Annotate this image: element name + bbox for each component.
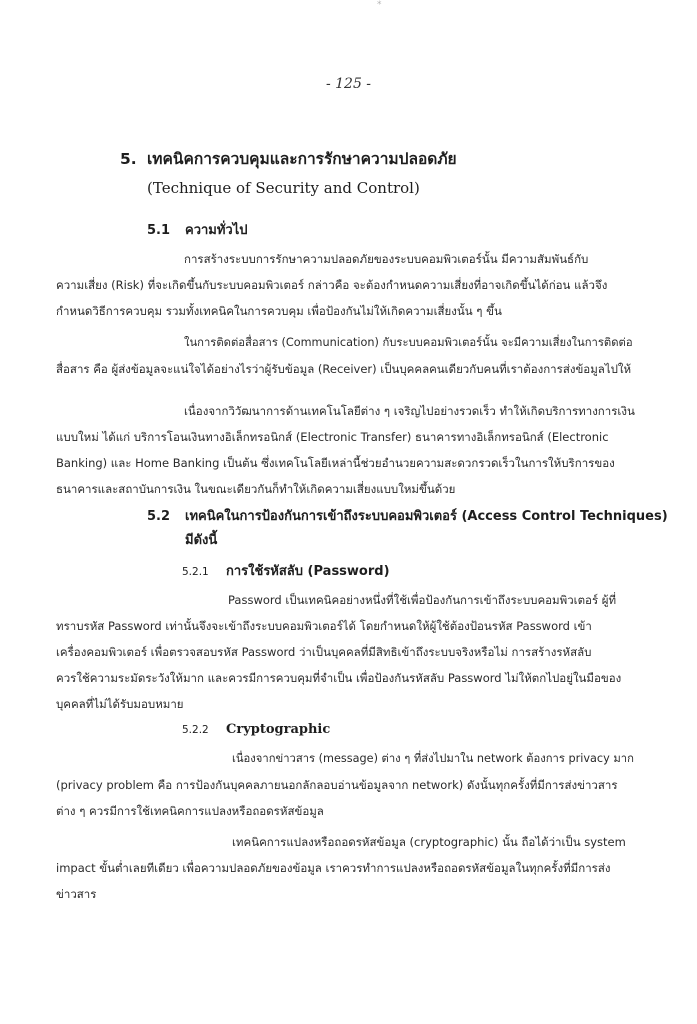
section-5-1-paragraph-1 — [56, 246, 640, 324]
section-5-2-2-number: 5.2.2 — [182, 724, 209, 736]
paragraph-line: แบบใหม่ ได้แก่ บริการโอนเงินทางอิเล็กทรอนิกส์ (Electronic Transfer) ธนาคารทางอิเล็กทรอนิกส์ (Electronic — [56, 430, 609, 444]
paragraph-line: ทราบรหัส Password เท่านั้นจึงจะเข้าถึงระบบคอมพิวเตอร์ได้ โดยกำหนดให้ผู้ใช้ต้องป้อนรหัส Password เข้า — [56, 619, 592, 633]
paragraph-line: กำหนดวิธีการควบคุม รวมทั้งเทคนิคในการควบคุม เพื่อป้องกันไม่ให้เกิดความเสี่ยงนั้น ๆ ขึ้น — [56, 304, 502, 318]
paragraph-line: ในการติดต่อสื่อสาร (Communication) กับระบบคอมพิวเตอร์นั้น จะมีความเสี่ยงในการติดต่อ — [184, 336, 633, 349]
section-5-title: เทคนิคการควบคุมและการรักษาความปลอดภัย — [147, 150, 457, 168]
scan-speck: * — [377, 0, 382, 10]
section-5-2-2-paragraph-1 — [56, 746, 640, 824]
paragraph-line: เนื่องจากข่าวสาร (message) ต่าง ๆ ที่ส่งไปมาใน network ต้องการ privacy มาก — [232, 752, 634, 765]
section-5-2-1-paragraph — [56, 587, 640, 717]
section-5-2-1-heading — [182, 560, 390, 584]
section-5-1-heading — [147, 219, 248, 243]
paragraph-line: ต่าง ๆ ควรมีการใช้เทคนิคการแปลงหรือถอดรหัสข้อมูล — [56, 804, 324, 818]
paragraph-line: สื่อสาร คือ ผู้ส่งข้อมูลจะแน่ใจได้อย่างไรว่าผู้รับข้อมูล (Receiver) เป็นบุคคลคนเดียวกับคนที่เราต้องการส่งข้อมูลไปให้ — [56, 362, 632, 376]
section-5-2-1-title: การใช้รหัสลับ (Password) — [226, 564, 390, 579]
paragraph-line: บุคคลที่ไม่ได้รับมอบหมาย — [56, 697, 184, 711]
paragraph-line: เทคนิคการแปลงหรือถอดรหัสข้อมูล (cryptographic) นั้น ถือได้ว่าเป็น system — [232, 835, 626, 849]
section-5-1-paragraph-3 — [56, 398, 640, 502]
section-5-2-heading — [147, 505, 668, 529]
section-5-2-title-continued: มีดังนี้ — [185, 533, 218, 548]
section-5-2-number: 5.2 — [147, 509, 171, 524]
section-5-1-title: ความทั่วไป — [185, 223, 248, 238]
section-5-heading — [120, 146, 457, 172]
section-5-2-2-paragraph-2 — [56, 829, 640, 907]
section-5-number: 5. — [120, 150, 137, 168]
paragraph-line: (privacy problem คือ การป้องกันบุคคลภายนอกลักลอบอ่านข้อมูลจาก network) ดังนั้นทุกครั้งที่มีการส่งข่าวสาร — [56, 778, 618, 792]
section-5-2-title: เทคนิคในการป้องกันการเข้าถึงระบบคอมพิวเตอร์ (Access Control Techniques) — [185, 509, 668, 524]
paragraph-line: ธนาคารและสถาบันการเงิน ในขณะเดียวกันก็ทำให้เกิดความเสี่ยงแบบใหม่ขึ้นด้วย — [56, 482, 456, 496]
section-5-1-number: 5.1 — [147, 223, 171, 238]
paragraph-line: impact ขั้นต่ำเลยทีเดียว เพื่อความปลอดภัยของข้อมูล เราควรทำการแปลงหรือถอดรหัสข้อมูลในทุกครั้งที่มีการส่ง — [56, 861, 611, 875]
paragraph-line: เนื่องจากวิวัฒนาการด้านเทคโนโลยีต่าง ๆ เจริญไปอย่างรวดเร็ว ทำให้เกิดบริการทางการเงิน — [184, 404, 635, 418]
paragraph-line: เครื่องคอมพิวเตอร์ เพื่อตรวจสอบรหัส Password ว่าเป็นบุคคลที่มีสิทธิเข้าถึงระบบจริงหรือไม่ การสร้างรหัสลับ — [56, 645, 592, 659]
paragraph-line: Password เป็นเทคนิคอย่างหนึ่งที่ใช้เพื่อป้องกันการเข้าถึงระบบคอมพิวเตอร์ ผู้ที่ — [228, 593, 617, 607]
section-5-2-2-title: Cryptographic — [226, 722, 331, 737]
page-number: - 125 - — [325, 76, 372, 92]
paragraph-line: ข่าวสาร — [56, 887, 97, 901]
paragraph-line: การสร้างระบบการรักษาความปลอดภัยของระบบคอมพิวเตอร์นั้น มีความสัมพันธ์กับ — [184, 252, 589, 266]
section-5-subtitle: (Technique of Security and Control) — [147, 179, 420, 197]
paragraph-line: ควรใช้ความระมัดระวังให้มาก และควรมีการควบคุมที่จำเป็น เพื่อป้องกันรหัสลับ Password ไม่ให้ตกไปอยู่ในมือของ — [56, 671, 622, 685]
section-5-2-2-heading — [182, 718, 330, 742]
section-5-2-1-number: 5.2.1 — [182, 566, 209, 578]
paragraph-line: Banking) และ Home Banking เป็นต้น ซึ่งเทคโนโลยีเหล่านี้ช่วยอำนวยความสะดวกรวดเร็วในการให้บริการของ — [56, 456, 615, 470]
paragraph-line: ความเสี่ยง (Risk) ที่จะเกิดขึ้นกับระบบคอมพิวเตอร์ กล่าวคือ จะต้องกำหนดความเสี่ยงที่อาจเกิดขึ้นได้ก่อน แล้วจึง — [56, 278, 608, 292]
section-5-1-paragraph-2 — [56, 330, 640, 382]
